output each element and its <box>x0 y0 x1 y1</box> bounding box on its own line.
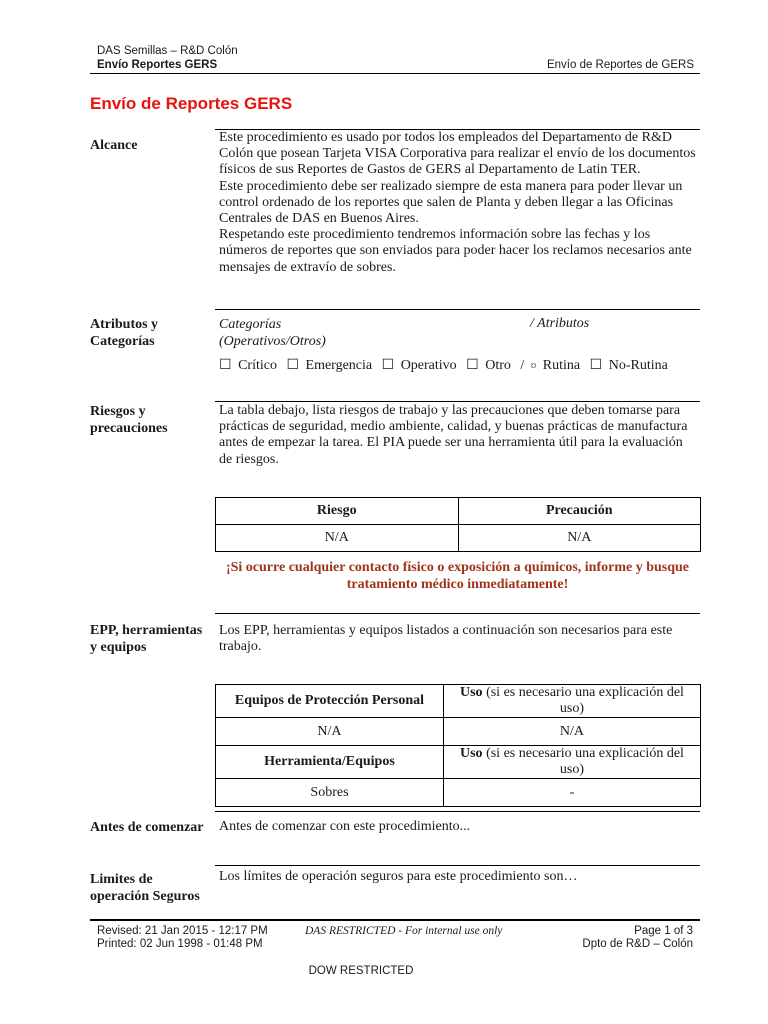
epp-table <box>215 684 701 807</box>
table-cell: N/A <box>216 718 444 746</box>
section-divider <box>215 401 700 402</box>
alcance-paragraph: Este procedimiento debe ser realizado siempre de esta manera para poder llevar un control ordenado de los reportes que salen de Planta y deben llegar a las Oficinas Centrales de DAS en Buenos Aires. <box>219 178 683 227</box>
table-cell: N/A <box>216 525 459 552</box>
risk-table <box>215 497 701 552</box>
footer-restricted: DAS RESTRICTED - For internal use only <box>305 925 503 937</box>
category-checkboxes <box>219 357 674 374</box>
header-rest: (si es necesario una explicación del uso) <box>482 685 684 716</box>
section-divider <box>215 613 700 614</box>
page-title: Envío de Reportes GERS <box>90 94 293 113</box>
label-line: Categorías <box>90 334 155 349</box>
revised-date: Revised: 21 Jan 2015 - 12:17 PM <box>97 925 268 937</box>
checkbox-icon: ☐ <box>466 358 479 373</box>
table-header-row <box>216 746 701 779</box>
table-cell: Sobres <box>216 779 444 807</box>
table-cell: N/A <box>458 525 701 552</box>
alcance-paragraph: Respetando este procedimiento tendremos información sobre las fechas y los números de reportes que son enviados para poder hacer los reclamos necesarios ante mensajes de extravío de sobres. <box>219 227 692 275</box>
footer-dates <box>97 925 268 951</box>
categories-title: Categorías <box>219 317 282 332</box>
antes-text: Antes de comenzar con este procedimiento... <box>219 819 471 834</box>
section-divider <box>215 865 700 866</box>
limites-text: Los límites de operación seguros para este procedimiento son… <box>219 869 578 884</box>
table-row <box>216 525 701 552</box>
column-header-epp: Equipos de Protección Personal <box>216 685 444 718</box>
section-label-epp <box>90 622 215 656</box>
checkbox-icon: ☐ <box>381 358 395 373</box>
checkbox-emergencia[interactable] <box>286 358 375 373</box>
checkbox-no-rutina[interactable] <box>590 358 671 373</box>
checkbox-label: Emergencia <box>305 358 373 373</box>
section-label-riesgos <box>90 403 210 437</box>
label-line: Riesgos y <box>90 404 146 419</box>
header-company: DAS Semillas – R&D Colón <box>97 45 238 57</box>
table-row <box>216 779 701 807</box>
header-rest: (si es necesario una explicación del uso) <box>482 746 684 777</box>
section-divider <box>215 811 700 812</box>
checkbox-icon: ☐ <box>219 358 232 373</box>
footer-divider <box>90 919 700 921</box>
riesgos-text: La tabla debajo, lista riesgos de trabajo y las precauciones que deben tomarse para prácticas de seguridad, medio ambiente, calidad, y buenas prácticas de manufactura antes de empezar la tarea. El PIA puede ser una herramienta útil para la evaluación de riesgos. <box>219 403 688 467</box>
table-cell: - <box>443 779 700 807</box>
table-row <box>216 718 701 746</box>
attributes-label: / Atributos <box>530 316 590 331</box>
header-bold: Uso <box>460 685 483 700</box>
label-line: Atributos y <box>90 317 159 332</box>
alcance-text <box>219 130 697 276</box>
categories-subtitle: (Operativos/Otros) <box>219 334 326 349</box>
currency-sign-icon: ¤ <box>530 360 537 372</box>
label-line: Limites de <box>90 872 153 887</box>
checkbox-label: Otro <box>485 358 511 373</box>
column-header-uso <box>443 746 700 779</box>
section-divider <box>215 309 700 310</box>
separator-slash: / <box>520 358 525 373</box>
table-cell: N/A <box>443 718 700 746</box>
header-subject: Envío Reportes GERS <box>97 59 218 71</box>
label-line: operación Seguros <box>90 889 200 904</box>
column-header-uso <box>443 685 700 718</box>
checkbox-critico[interactable] <box>219 358 280 373</box>
checkbox-rutina[interactable] <box>531 358 583 373</box>
label-line: y equipos <box>90 640 147 655</box>
header-bold: Uso <box>460 746 483 761</box>
categories-label <box>219 316 326 350</box>
label-line: precauciones <box>90 421 168 436</box>
section-label-antes: Antes de comenzar <box>90 820 204 835</box>
checkbox-operativo[interactable] <box>382 358 460 373</box>
printed-date: Printed: 02 Jun 1998 - 01:48 PM <box>97 938 263 950</box>
footer-dept: Dpto de R&D – Colón <box>582 938 693 950</box>
epp-text: Los EPP, herramientas y equipos listados a continuación son necesarios para este trabajo. <box>219 623 673 655</box>
checkbox-label: Operativo <box>400 358 457 373</box>
section-label-limites <box>90 871 215 905</box>
column-header-precaucion: Precaución <box>458 498 701 525</box>
checkbox-label: Crítico <box>238 358 277 373</box>
checkbox-otro[interactable] <box>466 358 514 373</box>
table-header-row <box>216 498 701 525</box>
section-label-atributos <box>90 316 210 350</box>
alcance-paragraph: Este procedimiento es usado por todos los empleados del Departamento de R&D Colón que posean Tarjeta VISA Corporativa para realizar el envío de los documentos físicos de sus Reportes de Gastos de GERS al Departamento de Latin TER. <box>219 130 696 178</box>
section-label-alcance: Alcance <box>90 138 138 153</box>
header-divider <box>90 73 700 74</box>
header-right-title: Envío de Reportes de GERS <box>546 59 694 71</box>
table-header-row <box>216 685 701 718</box>
footer-page-info <box>582 925 693 951</box>
checkbox-label: Rutina <box>542 358 581 373</box>
dow-restricted-label: DOW RESTRICTED <box>308 965 414 977</box>
checkbox-icon: ☐ <box>589 358 603 373</box>
column-header-herramienta: Herramienta/Equipos <box>216 746 444 779</box>
checkbox-label: No-Rutina <box>608 358 668 373</box>
label-line: EPP, herramientas <box>90 623 203 638</box>
column-header-riesgo: Riesgo <box>216 498 459 525</box>
safety-warning: ¡Si ocurre cualquier contacto físico o exposición a químicos, informe y busque tratamiento médico inmediatamente! <box>225 560 690 592</box>
page-number: Page 1 of 3 <box>634 925 693 937</box>
checkbox-icon: ☐ <box>286 358 300 373</box>
